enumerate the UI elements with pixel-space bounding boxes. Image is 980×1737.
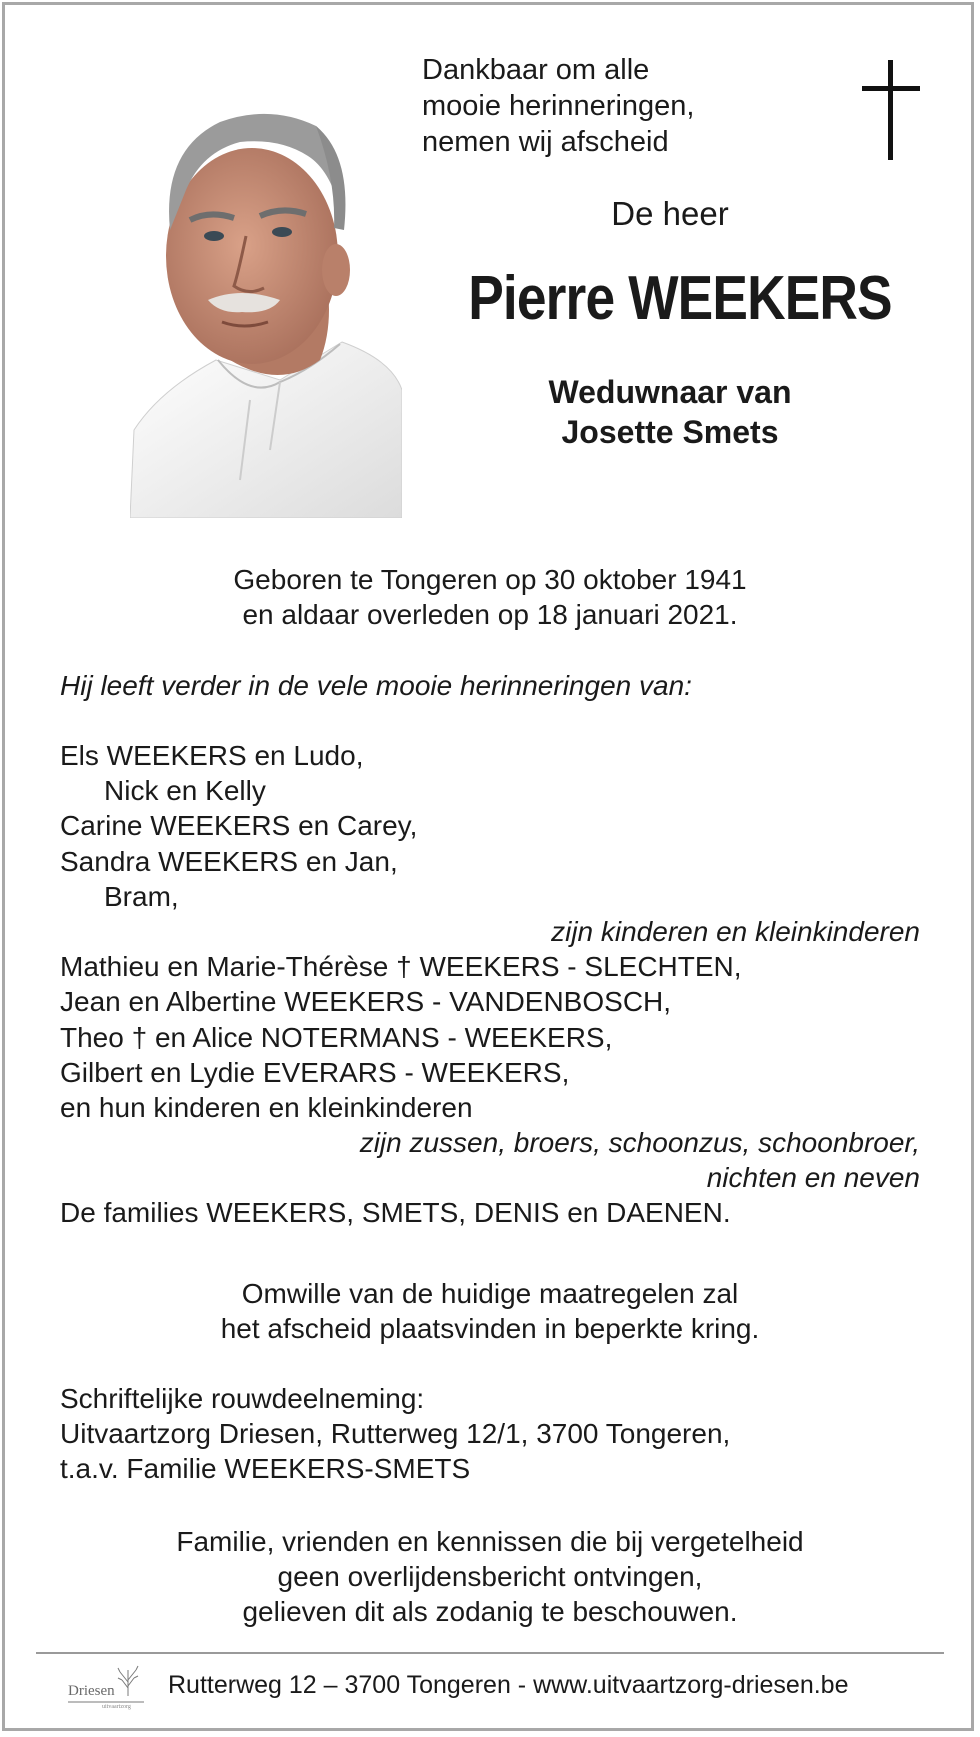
address-line: t.a.v. Familie WEEKERS-SMETS	[60, 1453, 471, 1484]
family-line: Mathieu en Marie-Thérèse † WEEKERS - SLECHTEN,	[60, 951, 742, 983]
relation-caption: zijn zussen, broers, schoonzus, schoonbroer,	[359, 1127, 920, 1159]
measures-line: het afscheid plaatsvinden in beperkte kring.	[220, 1313, 760, 1344]
footer-contact: Rutterweg 12 – 3700 Tongeren - www.uitvaartzorg-driesen.be	[168, 1671, 849, 1699]
family-line: en hun kinderen en kleinkinderen	[60, 1091, 473, 1123]
memory-line: Hij leeft verder in de vele mooie herinneringen van:	[60, 670, 692, 701]
intro-line: mooie herinneringen,	[422, 90, 695, 122]
condolence-address	[60, 1381, 920, 1486]
family-line: Bram,	[104, 880, 179, 912]
family-line: Carine WEEKERS en Carey,	[60, 810, 418, 842]
family-line: Sandra WEEKERS en Jan,	[60, 845, 398, 877]
birth-death-info	[60, 562, 920, 632]
family-line: Els WEEKERS en Ludo,	[60, 740, 364, 771]
honorific: De heer	[611, 195, 729, 232]
portrait-photo	[130, 60, 402, 518]
deceased-name: Pierre WEEKERS	[468, 264, 892, 333]
birth-line: Geboren te Tongeren op 30 oktober 1941	[233, 564, 747, 595]
intro-text	[422, 52, 782, 160]
relation-caption: zijn kinderen en kleinkinderen	[551, 915, 920, 947]
address-line: Uitvaartzorg Driesen, Rutterweg 12/1, 3700 Tongeren,	[60, 1418, 731, 1449]
intro-line: nemen wij afscheid	[422, 126, 669, 158]
spouse-info	[420, 372, 920, 452]
measures-notice	[60, 1276, 920, 1346]
measures-line: Omwille van de huidige maatregelen zal	[241, 1278, 739, 1309]
note-line: gelieven dit als zodanig te beschouwen.	[242, 1596, 738, 1627]
footer-divider	[36, 1652, 944, 1654]
family-line: De families WEEKERS, SMETS, DENIS en DAENEN.	[60, 1197, 731, 1229]
family-list	[60, 738, 920, 1231]
svg-text:Driesen: Driesen	[68, 1683, 115, 1699]
death-line: en aldaar overleden op 18 januari 2021.	[242, 599, 738, 630]
svg-text:uitvaartzorg: uitvaartzorg	[102, 1704, 131, 1710]
funeral-home-logo	[66, 1662, 150, 1712]
relation-caption: nichten en neven	[706, 1162, 920, 1194]
cross-icon	[862, 60, 920, 160]
intro-line: Dankbaar om alle	[422, 54, 650, 86]
family-line: Gilbert en Lydie EVERARS - WEEKERS,	[60, 1056, 570, 1088]
family-line: Jean en Albertine WEEKERS - VANDENBOSCH,	[60, 986, 672, 1018]
closing-note	[60, 1524, 920, 1629]
spouse-line: Weduwnaar van	[548, 374, 792, 410]
note-line: Familie, vrienden en kennissen die bij vergetelheid	[176, 1526, 804, 1557]
family-line: Nick en Kelly	[104, 775, 266, 807]
family-line: Theo † en Alice NOTERMANS - WEEKERS,	[60, 1021, 613, 1053]
note-line: geen overlijdensbericht ontvingen,	[277, 1561, 703, 1592]
address-line: Schriftelijke rouwdeelneming:	[60, 1383, 425, 1414]
spouse-line: Josette Smets	[561, 414, 779, 450]
